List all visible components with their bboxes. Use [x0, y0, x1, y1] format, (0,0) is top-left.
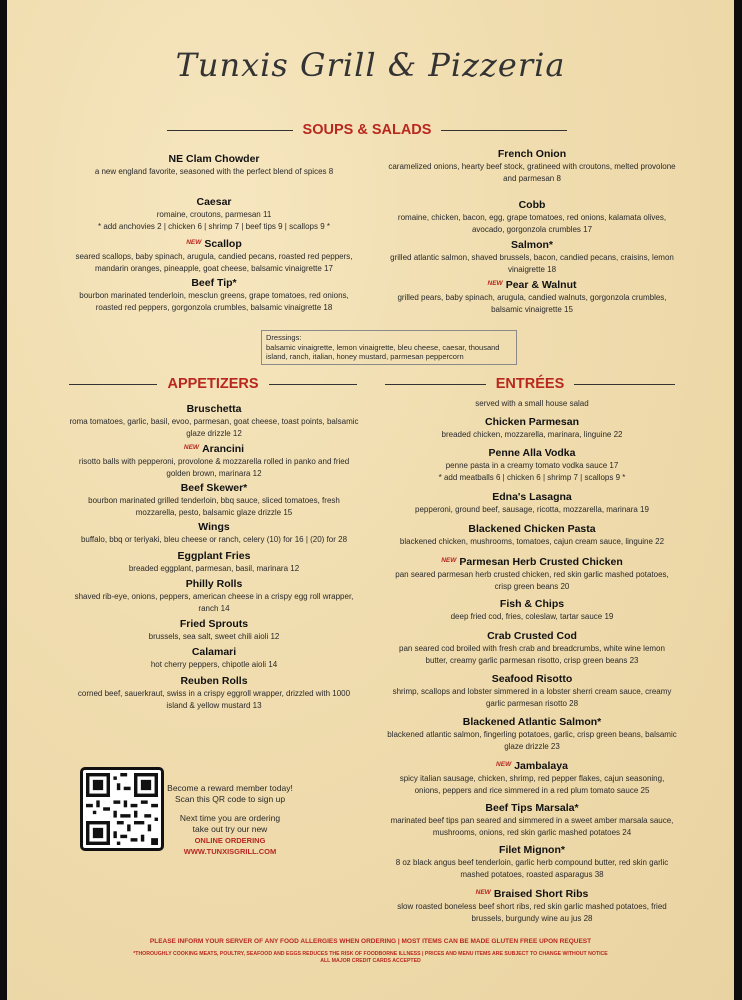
- item-desc: spicy italian sausage, chicken, shrimp, red pepper flakes, cajun seasoning, onions, peppers and rice simmered in a red plum tomato sauce 25: [399, 774, 665, 795]
- divider-line: [441, 130, 567, 131]
- item-name: Salmon*: [510, 239, 553, 251]
- item-desc: pan seared parmesan herb crusted chicken, red skin garlic mashed potatoes, crisp green beans 20: [395, 570, 669, 591]
- menu-item: [69, 195, 359, 232]
- item-name: Reuben Rolls: [180, 675, 248, 687]
- new-badge: NEW: [496, 761, 512, 768]
- promo-line: take out try our new: [192, 824, 268, 834]
- item-desc: brussels, sea salt, sweet chili aioli 12: [148, 632, 280, 641]
- online-ordering-label: ONLINE ORDERING: [194, 836, 266, 845]
- item-name: NE Clam Chowder: [168, 153, 260, 165]
- divider-line: [269, 384, 357, 385]
- item-desc: pepperoni, ground beef, sausage, ricotta, mozzarella, marinara 19: [415, 505, 649, 514]
- item-desc: romaine, croutons, parmesan 11: [156, 210, 272, 219]
- dressings-label: Dressings:: [266, 333, 302, 342]
- foodborne-notice: *THOROUGHLY COOKING MEATS, POULTRY, SEAFOOD AND EGGS REDUCES THE RISK OF FOODBORNE ILLNESS | PRICES AND MENU ITEMS ARE SUBJECT TO CHANGE WITHOUT NOTICE: [133, 951, 608, 957]
- menu-item: [387, 554, 677, 592]
- item-name: Seafood Risotto: [491, 673, 573, 685]
- menu-item: [69, 402, 359, 439]
- item-name: Beef Skewer*: [180, 482, 248, 494]
- promo-line: Next time you are ordering: [179, 813, 281, 823]
- new-badge: NEW: [186, 239, 202, 246]
- appetizers-header: [69, 376, 357, 392]
- divider-line: [574, 384, 675, 385]
- item-name: Blackened Chicken Pasta: [468, 523, 596, 535]
- menu-item: [69, 441, 359, 479]
- item-name: Edna's Lasagna: [492, 491, 572, 503]
- entrees-title: ENTRÉES: [495, 376, 565, 392]
- menu-page: [7, 0, 734, 1000]
- soups-salads-header: [167, 122, 567, 138]
- menu-item: [387, 277, 677, 315]
- item-name: Pear & Walnut: [505, 279, 577, 291]
- item-desc: marinated beef tips pan seared and simmered in a sweet amber marsala sauce, mushrooms, onions, red skin garlic mashed potatoes 24: [390, 816, 674, 837]
- item-name: Wings: [198, 521, 230, 533]
- item-desc: slow roasted boneless beef short ribs, red skin garlic mashed potatoes, fried brussels, burgundy wine au jus 28: [397, 902, 667, 923]
- item-desc: grilled atlantic salmon, shaved brussels, bacon, candied pecans, craisins, lemon vinaigrette 18: [390, 253, 674, 274]
- item-name-row: [387, 554, 677, 569]
- menu-item: [69, 236, 359, 274]
- promo-line: Become a reward member today!: [167, 783, 293, 793]
- divider-line: [69, 384, 157, 385]
- menu-item: [69, 674, 359, 711]
- qr-code[interactable]: [80, 767, 164, 851]
- new-badge: NEW: [487, 280, 503, 287]
- item-name: Cobb: [518, 199, 546, 211]
- reward-promo: [160, 783, 300, 857]
- entrees-note: served with a small house salad: [475, 399, 589, 408]
- item-name: Fried Sprouts: [179, 618, 249, 630]
- item-desc: breaded eggplant, parmesan, basil, marinara 12: [128, 564, 300, 573]
- appetizers-title: APPETIZERS: [167, 376, 259, 392]
- item-name: Blackened Atlantic Salmon*: [462, 716, 602, 728]
- menu-item: [69, 152, 359, 178]
- item-name-row: [387, 758, 677, 773]
- new-badge: NEW: [441, 557, 457, 564]
- menu-item: [387, 715, 677, 752]
- item-name: Beef Tip*: [191, 277, 237, 289]
- menu-item: [387, 238, 677, 275]
- item-desc: bourbon marinated grilled tenderloin, bbq sauce, sliced tomatoes, fresh mozzarella, pesto, balsamic glaze drizzle 15: [88, 496, 340, 517]
- item-name: Caesar: [196, 196, 232, 208]
- item-desc: buffalo, bbq or teriyaki, bleu cheese or ranch, celery (10) for 16 | (20) for 28: [80, 535, 348, 544]
- menu-item: [387, 490, 677, 516]
- menu-item: [387, 886, 677, 924]
- menu-item: [69, 645, 359, 671]
- menu-item: [387, 147, 677, 184]
- menu-item: [387, 672, 677, 709]
- divider-line: [167, 130, 293, 131]
- menu-item: [387, 522, 677, 548]
- item-name-row: [69, 441, 359, 456]
- menu-item: [69, 549, 359, 575]
- menu-item: [387, 758, 677, 796]
- item-name: Jambalaya: [514, 760, 568, 772]
- qr-code-icon: [86, 773, 158, 845]
- item-name-row: [387, 277, 677, 292]
- divider-line: [385, 384, 486, 385]
- menu-item: [69, 481, 359, 518]
- allergy-notice: PLEASE INFORM YOUR SERVER OF ANY FOOD ALLERGIES WHEN ORDERING | MOST ITEMS CAN BE MADE GLUTEN FREE UPON REQUEST: [149, 938, 592, 945]
- new-badge: NEW: [475, 889, 491, 896]
- item-name: Chicken Parmesan: [485, 416, 579, 428]
- restaurant-title: Tunxis Grill & Pizzeria: [175, 46, 566, 84]
- menu-item: [387, 843, 677, 880]
- promo-line: Scan this QR code to sign up: [174, 794, 286, 804]
- item-name: Calamari: [191, 646, 237, 658]
- item-name: Fish & Chips: [499, 598, 565, 610]
- menu-item: [387, 198, 677, 235]
- dressings-box: [261, 330, 517, 365]
- item-name-row: [387, 886, 677, 901]
- item-name: Parmesan Herb Crusted Chicken: [459, 556, 623, 568]
- new-badge: NEW: [183, 444, 200, 451]
- menu-item: [387, 415, 677, 441]
- item-desc: romaine, chicken, bacon, egg, grape tomatoes, red onions, kalamata olives, avocado, gorgonzola crumbles 17: [397, 213, 667, 234]
- item-name: Bruschetta: [186, 403, 242, 415]
- item-desc: seared scallops, baby spinach, arugula, candied pecans, roasted red peppers, mandarin oranges, pineapple, goat cheese, balsamic vinaigrette 17: [75, 252, 353, 273]
- website-link[interactable]: WWW.TUNXISGRILL.COM: [183, 847, 277, 856]
- item-desc: shaved rib-eye, onions, peppers, american cheese in a crispy egg roll wrapper, ranch 14: [74, 592, 354, 613]
- item-name: Arancini: [202, 443, 245, 455]
- item-desc: caramelized onions, hearty beef stock, gratineed with croutons, melted provolone and parmesan 8: [388, 162, 676, 183]
- item-desc: blackened chicken, mushrooms, tomatoes, cajun cream sauce, linguine 22: [399, 537, 665, 546]
- item-desc: hot cherry peppers, chipotle aioli 14: [150, 660, 278, 669]
- spacer: [160, 805, 300, 813]
- item-desc: roma tomatoes, garlic, basil, evoo, parmesan, goat cheese, toast points, balsamic glaze drizzle 12: [69, 417, 359, 438]
- menu-item: [69, 617, 359, 643]
- item-name-row: [69, 236, 359, 251]
- item-desc: grilled pears, baby spinach, arugula, candied walnuts, gorgonzola crumbles, balsamic vinaigrette 15: [397, 293, 667, 314]
- item-name: Penne Alla Vodka: [488, 447, 576, 459]
- item-desc: breaded chicken, mozzarella, marinara, linguine 22: [441, 430, 623, 439]
- item-desc: 8 oz black angus beef tenderloin, garlic herb compound butter, red skin garlic mashed potatoes, roasted asparagus 38: [395, 858, 669, 879]
- item-name: French Onion: [497, 148, 567, 160]
- item-desc: shrimp, scallops and lobster simmered in a lobster sherri cream sauce, creamy garlic parmesan risotto 28: [392, 687, 672, 708]
- menu-item: [69, 520, 359, 546]
- item-addons: * add anchovies 2 | chicken 6 | shrimp 7 | beef tips 9 | scallops 9 *: [98, 221, 330, 231]
- item-name: Beef Tips Marsala*: [485, 802, 579, 814]
- item-desc: bourbon marinated tenderloin, mesclun greens, grape tomatoes, red onions, roasted red peppers, gorgonzola crumbles, balsamic vinaigrette 18: [79, 291, 349, 312]
- menu-item: [387, 801, 677, 838]
- entrees-header: [385, 376, 675, 392]
- soups-salads-title: SOUPS & SALADS: [302, 122, 432, 138]
- item-desc: corned beef, sauerkraut, swiss in a crispy eggroll wrapper, drizzled with 1000 island & yellow mustard 13: [77, 689, 351, 710]
- item-name: Filet Mignon*: [499, 844, 565, 856]
- item-desc: deep fried cod, fries, coleslaw, tartar sauce 19: [450, 612, 614, 621]
- dressings-list: balsamic vinaigrette, lemon vinaigrette, bleu cheese, caesar, thousand island, ranch, italian, honey mustard, parmesan peppercorn: [266, 342, 500, 361]
- menu-item: [69, 577, 359, 614]
- menu-item: [69, 276, 359, 313]
- item-name: Braised Short Ribs: [493, 888, 589, 900]
- item-desc: pan seared cod broiled with fresh crab and breadcrumbs, white wine lemon butter, creamy garlic parmesan risotto, crisp green beans 23: [399, 644, 665, 665]
- item-desc: penne pasta in a creamy tomato vodka sauce 17: [445, 461, 619, 470]
- item-desc: blackened atlantic salmon, fingerling potatoes, garlic, crisp green beans, balsamic glaze drizzle 23: [387, 730, 677, 751]
- menu-item: [387, 597, 677, 623]
- item-desc: a new england favorite, seasoned with the perfect blend of spices 8: [94, 167, 334, 176]
- menu-item: [387, 446, 677, 483]
- credit-card-notice: ALL MAJOR CREDIT CARDS ACCEPTED: [320, 958, 421, 964]
- item-addons: * add meatballs 6 | chicken 6 | shrimp 7 | scallops 9 *: [438, 472, 626, 482]
- item-desc: risotto balls with pepperoni, provolone & mozzarella rolled in panko and fried golden brown, marinara 12: [78, 457, 350, 478]
- item-name: Scallop: [204, 238, 242, 250]
- item-name: Eggplant Fries: [177, 550, 251, 562]
- item-name: Philly Rolls: [185, 578, 243, 590]
- item-name: Crab Crusted Cod: [487, 630, 577, 642]
- menu-item: [387, 629, 677, 666]
